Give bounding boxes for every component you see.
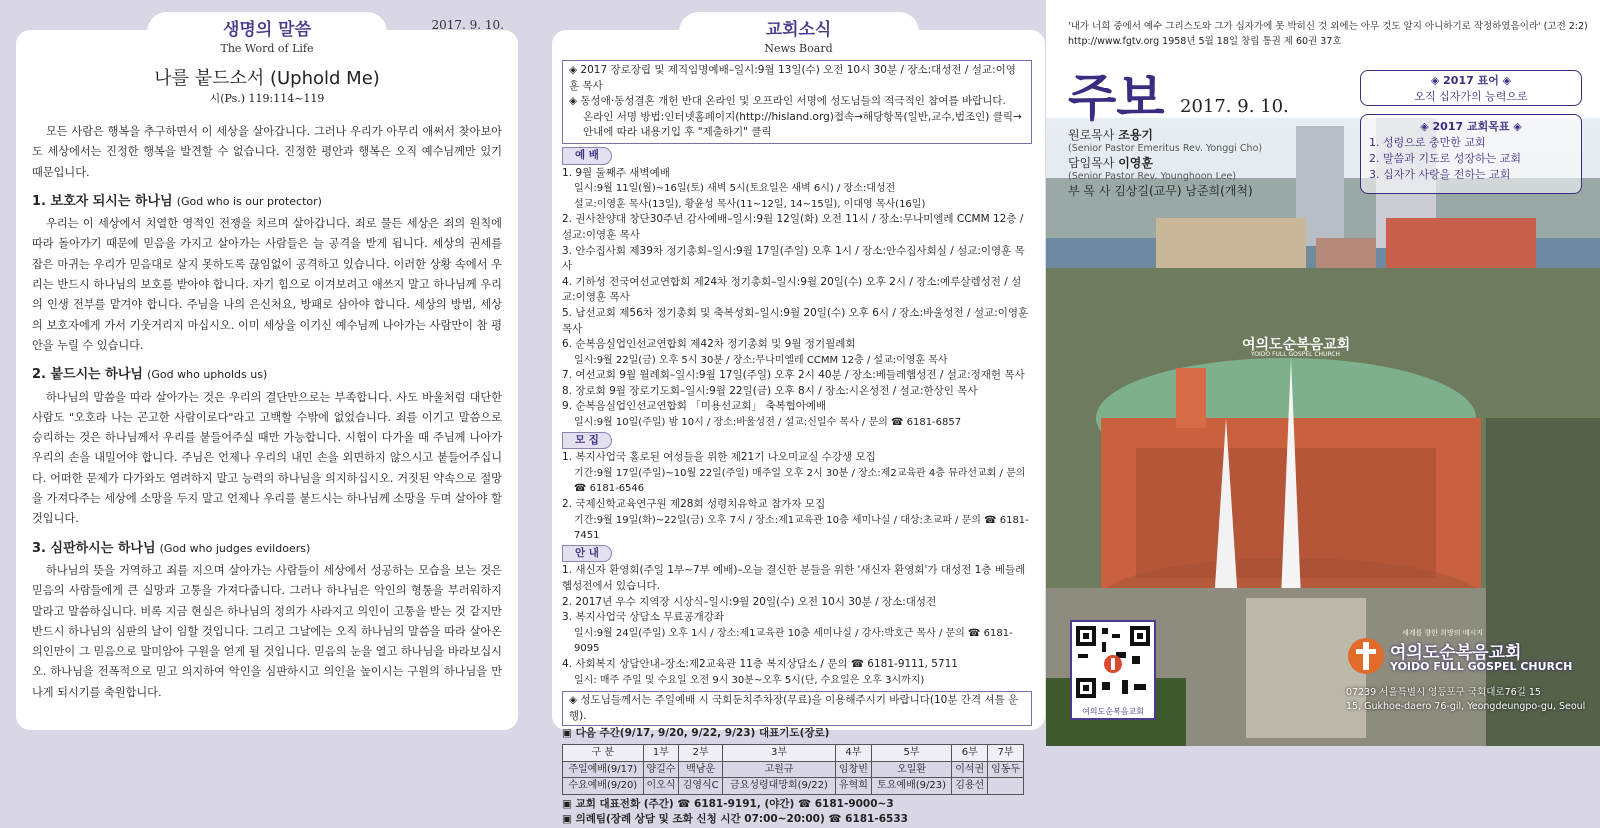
- prayer-header-cell: 1부: [643, 744, 679, 761]
- qr-caption: 여의도순복음교회: [1082, 707, 1144, 716]
- news-content: [562, 60, 1032, 828]
- news-item: 일시:9월 10일(주일) 밤 10시 / 장소:바울성전 / 설교:신일수 목사 / 문의 ☎ 6181-6857: [574, 417, 962, 429]
- qr-icon: [1072, 622, 1154, 702]
- prayer-cell: 오일환: [871, 761, 952, 778]
- prayer-cell: 고원규: [722, 761, 835, 778]
- sermon-panel: [16, 18, 518, 730]
- news-item: 일시: 매주 주일 및 수요일 오전 9시 30분~오후 5시(단, 수요일은 오후 3시까지): [574, 674, 925, 686]
- bulletin-cover: [1046, 0, 1600, 746]
- prayer-cell: 유혁희: [835, 778, 871, 795]
- news-item: 기간:9월 19일(화)~22일(금) 오후 7시 / 장소:제1교육관 10층 세미나실 / 대상:초교파 / 문의 ☎ 6181-7451: [574, 514, 1029, 542]
- prayer-title: ▣ 다음 주간(9/17, 9/20, 9/22, 9/23) 대표기도(장로): [562, 727, 830, 740]
- qr-code[interactable]: [1070, 620, 1156, 720]
- prayer-header-cell: 구 분: [563, 744, 644, 761]
- prayer-header-cell: 6부: [952, 744, 988, 761]
- news-item: 2. 국제신학교육연구원 제28회 성령치유학교 참가자 모집: [562, 498, 826, 511]
- sermon-section-heading: 3. 심판하시는 하나님 (God who judges evildoers): [32, 540, 311, 556]
- sermon-header-ko: 생명의 말씀: [222, 20, 312, 40]
- cover-verse: '내가 너희 중에서 예수 그리스도와 그가 십자가에 못 박히신 것 외에는 아무 것도 알지 아니하기로 작정하였음이라' (고전 2:2): [1068, 21, 1588, 32]
- news-header-en: News Board: [764, 42, 833, 55]
- prayer-cell: [988, 778, 1024, 795]
- cover-brand-title: 주보: [1068, 69, 1165, 127]
- contact-funeral: ▣ 의례팀(장례 상담 및 조화 신청 시간 07:00~20:00) ☎ 6181-6533: [562, 813, 908, 826]
- prayer-header-row: [563, 744, 1024, 761]
- sermon-section-heading: 1. 보호자 되시는 하나님 (God who is our protector): [32, 193, 322, 209]
- prayer-header-cell: 3부: [722, 744, 835, 761]
- news-panel: [552, 20, 1045, 826]
- prayer-cell: 임동두: [988, 761, 1024, 778]
- sermon-section-text: 하나님의 말씀을 따라 살아가는 것은 우리의 결단만으로는 부족합니다. 사도 바울처럼 대단한 사람도 "오호라 나는 곤고한 사람이로다"라고 고백할 수밖에 없었습니다. 죄를 이기고 말씀으로 승리하는 것은 하나님께서 우리를 붙들어주실 때만 가능합니다. 시험이 다가올 때 주님께 나아가 우리의 손을 내밀어야 합니다. 주님은 언제나 우리의 내민 손을 외면하지 않으시고 붙들어주십니다. 어떠한 문제가 다가와도 염려하지 말고 능력의 하나님을 의지하십시오. 거짓된 약속으로 절망을 가져다주는 세상에 소망을 두지 말고 언제나 우리를 붙드시는 하나님께 소망을 두며 살아야 할 것입니다.: [32, 390, 502, 526]
- news-item: 4. 기하성 전국여선교연합회 제24차 정기총회–일시:9월 20일(수) 오후 2시 / 장소:예루살렘성전 / 설교:이영훈 목사: [562, 275, 1022, 304]
- news-item: 기간:9월 17일(주일)~10월 22일(주일) 매주일 오후 2시 30분 / 장소:제2교육관 4층 뮤라선교회 / 문의 ☎ 6181-6546: [574, 467, 1026, 495]
- news-item: 일시:9월 24일(주일) 오후 1시 / 장소:제1교육관 10층 세미나실 / 강사:박호근 목사 / 문의 ☎ 6181-9095: [574, 627, 1013, 655]
- news-item: 2. 권사찬양대 창단30주년 감사예배–일시:9월 12일(화) 오전 11시 / 장소:무나미엘레 CCMM 12층 / 설교:이영훈 목사: [562, 213, 1024, 241]
- news-item: 5. 남선교회 제56차 정기총회 및 축복성회–일시:9월 20일(수) 오후 6시 / 장소:바울성전 / 설교:이영훈 목사: [562, 306, 1029, 335]
- logo-tagline: 세계를 향한 희망의 메시지: [1402, 629, 1484, 637]
- news-header-tab: [679, 12, 919, 62]
- theme-box: ◈ 2017 표어 ◈ 오직 십자가의 능력으로: [1360, 70, 1582, 106]
- guide-list: [562, 563, 1032, 688]
- prayer-cell: 양길수: [643, 761, 679, 778]
- prayer-cell: 김영식C: [679, 778, 723, 795]
- church-address: 07239 서울특별시 영등포구 국회대로76길 15 15, Gukhoe-daero 76-gil, Yeongdeungpo-gu, Seoul: [1346, 687, 1586, 712]
- sermon-reference: 시(Ps.) 119:114~119: [209, 92, 325, 105]
- sermon-intro: 모든 사람은 행복을 추구하면서 이 세상을 살아갑니다. 그러나 우리가 아무리 애써서 찾아보아도 세상에서는 진정한 행복을 발견할 수 없습니다. 진정한 평안과 행복은 오직 예수님께만 있기 때문입니다.: [32, 125, 502, 179]
- news-item: 6. 순복음실업인선교연합회 제42차 정기총회 및 9월 정기월례회: [562, 338, 856, 351]
- prayer-cell: 백남운: [679, 761, 723, 778]
- prayer-header-cell: 4부: [835, 744, 871, 761]
- news-item: 1. 복지사업국 홀로된 여성들을 위한 제21기 나오미교실 수강생 모집: [562, 451, 876, 464]
- news-header-ko: 교회소식: [765, 20, 832, 40]
- prayer-table: [562, 744, 1024, 795]
- prayer-cell: 이오식: [643, 778, 679, 795]
- news-top-item: 온라인 서명 방법:인터넷홈페이지(http://hisland.org)접속→해당항목(일반,교수,법조인) 클릭→안내에 따라 내용기입 후 "제출하기" 클릭: [583, 110, 1022, 139]
- news-item: 일시:9월 22일(금) 오후 5시 30분 / 장소:무나미엘레 CCMM 12층 / 설교:이영훈 목사: [574, 354, 948, 366]
- church-goal-box: ◈ 2017 교회목표 ◈ 1. 성령으로 충만한 교회 2. 말씀과 기도로 성장하는 교회 3. 십자가 사랑을 전하는 교회: [1360, 114, 1582, 194]
- sermon-date: 2017. 9. 10.: [431, 18, 504, 32]
- prayer-cell: 이석권: [952, 761, 988, 778]
- prayer-row: [563, 761, 1024, 778]
- prayer-row: [563, 778, 1024, 795]
- church-building-sign-en: YOIDO FULL GOSPEL CHURCH: [1251, 351, 1341, 358]
- sermon-body: [32, 122, 502, 705]
- bus-note: ◈ 성도님들께서는 주일예배 시 국회둔치주차장(무료)을 이용해주시기 바랍니다(10분 간격 셔틀 운행).: [562, 691, 1032, 726]
- prayer-cell: 금요성령대망회(9/22): [722, 778, 835, 795]
- church-logo-icon: [1346, 636, 1386, 676]
- logo-name-en: YOIDO FULL GOSPEL CHURCH: [1390, 660, 1573, 673]
- worship-section-label: 예 배: [562, 147, 612, 165]
- worship-list: [562, 166, 1032, 431]
- news-item: 4. 사회복지 상담안내–장소:제2교육관 11층 복지상담소 / 문의 ☎ 6181-9111, 5711: [562, 657, 958, 670]
- prayer-cell: 김용선: [952, 778, 988, 795]
- sermon-section-heading: 2. 붙드시는 하나님 (God who upholds us): [32, 367, 268, 383]
- sermon-header-en: The Word of Life: [220, 42, 314, 55]
- church-logo: [1346, 629, 1586, 678]
- prayer-header-cell: 7부: [988, 744, 1024, 761]
- news-item: 3. 안수집사회 제39차 정기총회–일시:9월 17일(주일) 오후 1시 / 장소:안수집사회실 / 설교:이영훈 목사: [562, 244, 1025, 273]
- sermon-section-text: 하나님의 뜻을 거역하고 죄를 지으며 살아가는 사람들이 세상에서 성공하는 모습을 보는 것은 믿음의 사람들에게 큰 실망과 고통을 가져다줍니다. 그러나 하나님은 악인의 형통을 부러워하지 말라고 말씀하십니다. 비록 지금 현실은 하나님의 정의가 사라지고 의인이 고통을 받는 것 같지만 반드시 하나님의 심판의 날이 임할 것입니다. 그리고 그날에는 오직 하나님의 말씀을 따라 살아온 의인만이 그 믿음으로 말미암아 구원을 얻게 될 것입니다. 믿음의 눈을 열고 하나님을 바라보십시오. 하나님을 전폭적으로 믿고 의지하여 악인을 심판하시고 의인을 높이시는 구원의 하나님을 만나게 되시기를 축원합니다.: [32, 563, 502, 699]
- news-item: 1. 9월 둘째주 새벽예배: [562, 166, 670, 179]
- sermon-section-text: 우리는 이 세상에서 치열한 영적인 전쟁을 치르며 살아갑니다. 죄로 물든 세상은 죄의 원칙에 따라 돌아가기 때문에 믿음을 가지고 살아가는 사람들은 늘 공격을 받게 됩니다. 세상의 권세를 잡은 마귀는 우리가 믿음대로 살지 못하도록 끊임없이 공격하고 있습니다. 이러한 상황 속에서 우리는 반드시 하나님의 보호를 받아야 합니다. 자기 힘으로 이겨보려고 애쓰지 말고 하나님께 우리의 인생 전부를 맡겨야 합니다. 주님을 나의 은신처요, 방패로 삼아야 합니다. 세상의 방법, 세상의 보호자에게 가서 기웃거리지 마십시오. 이미 세상을 이기신 예수님께 나아가는 사람만이 참 평안을 누릴 수 있습니다.: [32, 217, 502, 352]
- cover-date: 2017. 9. 10.: [1180, 96, 1289, 117]
- news-item: 설교:이영훈 목사(13일), 황윤성 목사(11~12일, 14~15일), 이대영 목사(16일): [574, 198, 926, 210]
- prayer-cell: 수요예배(9/20): [563, 778, 644, 795]
- prayer-header-cell: 2부: [679, 744, 723, 761]
- cover-pastors: 원로목사 조용기 (Senior Pastor Emeritus Rev. Yonggi Cho) 담임목사 이영훈 (Senior Pastor Rev. Younghoon Lee) 부 목 사 김상길(교무) 남준희(개척): [1068, 128, 1263, 198]
- guide-section-label: 안 내: [562, 545, 612, 563]
- logo-name-ko: 여의도순복음교회: [1390, 643, 1522, 663]
- news-item: 7. 여선교회 9월 월례회–일시:9월 17일(주일) 오후 2시 40분 / 장소:베들레헴성전 / 설교:정재헌 목사: [562, 369, 1025, 382]
- prayer-cell: 토요예배(9/23): [871, 778, 952, 795]
- news-item: 9. 순복음실업인선교연합회 「미용선교회」 축복협아예배: [562, 400, 827, 413]
- recruit-section-label: 모 집: [562, 432, 612, 450]
- sermon-title: 나를 붙드소서 (Uphold Me): [154, 68, 380, 89]
- news-item: 3. 복지사업국 상담소 무료공개강좌: [562, 611, 725, 624]
- news-item: 2. 2017년 우수 지역장 시상식–일시:9월 20일(수) 오전 10시 30분 / 장소:대성전: [562, 595, 937, 608]
- prayer-cell: 주일예배(9/17): [563, 761, 644, 778]
- cover-site-info: http://www.fgtv.org 1958년 5월 18일 창립 통권 제 60권 37호: [1068, 36, 1342, 47]
- prayer-cell: 임창빈: [835, 761, 871, 778]
- news-item: 8. 장로회 9월 장로기도회–일시:9월 22일(금) 오후 8시 / 장소:시온성전 / 설교:한상인 목사: [562, 384, 978, 397]
- prayer-header-cell: 5부: [871, 744, 952, 761]
- sermon-header-tab: [147, 12, 387, 62]
- recruit-list: [562, 450, 1032, 544]
- church-building-sign: 여의도순복음교회: [1242, 337, 1351, 353]
- news-top-item: ◈ 2017 장로장립 및 제직임명예배–일시:9월 13일(수) 오전 10시 30분 / 장소:대성전 / 설교:이영훈 목사: [569, 64, 1016, 92]
- contact-phone: ▣ 교회 대표전화 (주간) ☎ 6181-9191, (야간) ☎ 6181-9000~3: [562, 797, 894, 810]
- news-item: 1. 새신자 환영회(주일 1부~7부 예배)–오늘 결신한 분들을 위한 '새신자 환영회'가 대성전 1층 베들레헴성전에서 있습니다.: [562, 564, 1026, 592]
- news-item: 일시:9월 11일(월)~16일(토) 새벽 5시(토요일은 새벽 6시) / 장소:대성전: [574, 183, 896, 195]
- news-top-item: ◈ 동성애·동성결혼 개헌 반대 온라인 및 오프라인 서명에 성도님들의 적극적인 참여를 바랍니다.: [569, 95, 1006, 108]
- news-top-box: [562, 60, 1032, 144]
